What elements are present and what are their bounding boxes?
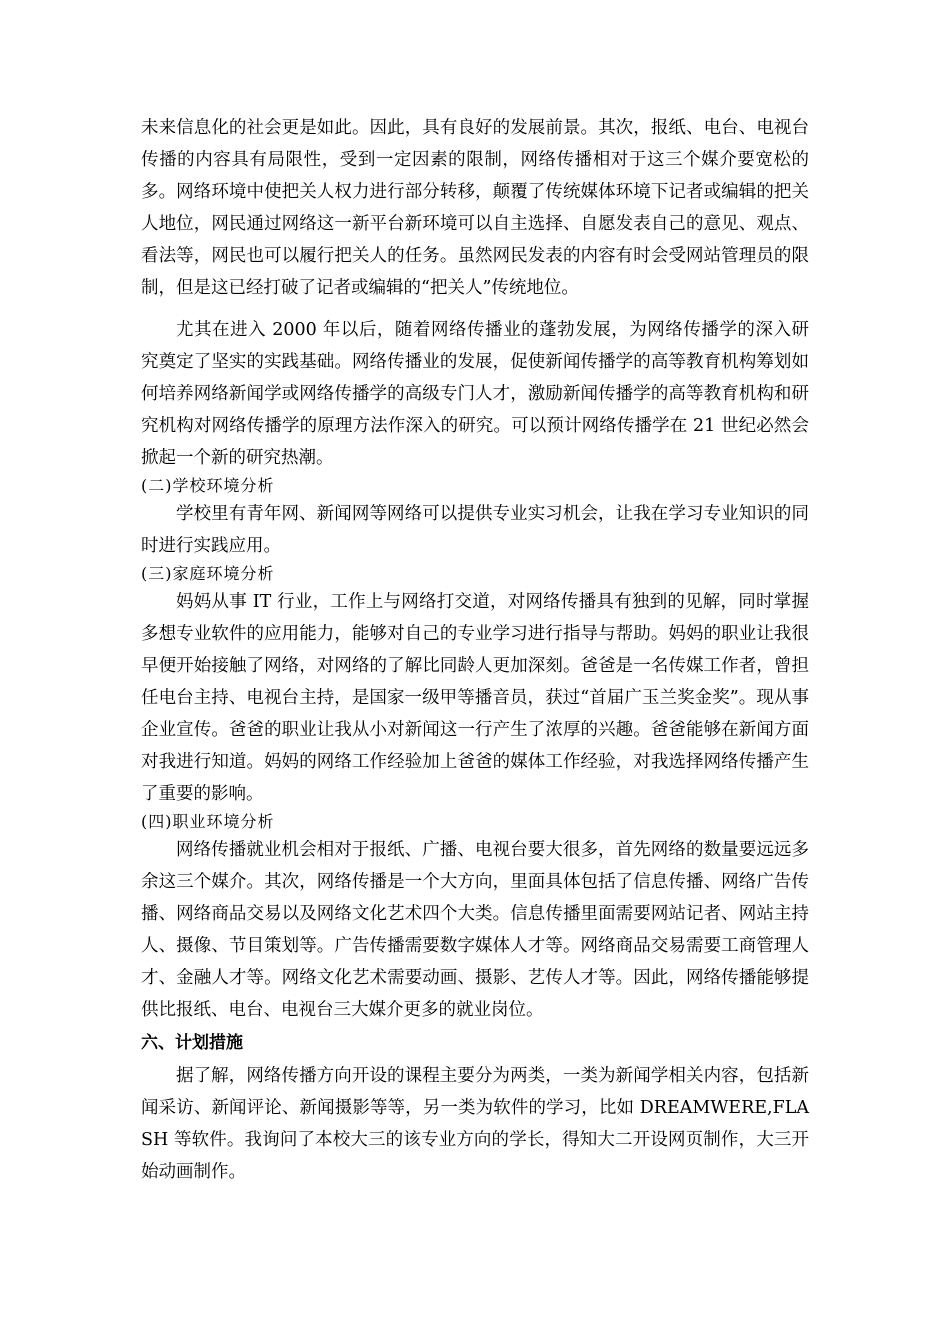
paragraph-school-environment: 学校里有青年网、新闻网等网络可以提供专业实习机会，让我在学习专业知识的同时进行实践应用。 xyxy=(141,504,809,556)
paragraph-plan-measures: 据了解，网络传播方向开设的课程主要分为两类，一类为新闻学相关内容，包括新闻采访、新闻评论、新闻摄影等等，另一类为软件的学习，比如 DREAMWERE,FLASH 等软件。我询问了本校大三的该专业方向的学长，得知大二开设网页制作，大三开始动画制作。 xyxy=(141,1066,809,1182)
paragraph-family-environment: 妈妈从事 IT 行业，工作上与网络打交道，对网络传播具有独到的见解，同时掌握多想专业软件的应用能力，能够对自己的专业学习进行指导与帮助。妈妈的职业让我很早便开始接触了网络，对网络的了解比同龄人更加深刻。爸爸是一名传媒工作者，曾担任电台主持、电视台主持，是国家一级甲等播音员，获过“首届广玉兰奖金奖”。现从事企业宣传。爸爸的职业让我从小对新闻这一行产生了浓厚的兴趣。爸爸能够在新闻方面对我进行知道。妈妈的网络工作经验加上爸爸的媒体工作经验，对我选择网络传播产生了重要的影响。 xyxy=(141,592,809,804)
paragraph-media-comparison: 未来信息化的社会更是如此。因此，具有良好的发展前景。其次，报纸、电台、电视台传播的内容具有局限性，受到一定因素的限制，网络传播相对于这三个媒介要宽松的多。网络环境中使把关人权力进行部分转移，颠覆了传统媒体环境下记者或编辑的把关人地位，网民通过网络这一新平台新环境可以自主选择、自愿发表自己的意见、观点、看法等，网民也可以履行把关人的任务。虽然网民发表的内容有时会受网站管理员的限制，但是这已经打破了记者或编辑的“把关人”传统地位。 xyxy=(141,118,809,298)
paragraph-career-environment: 网络传播就业机会相对于报纸、广播、电视台要大很多，首先网络的数量要远远多余这三个媒介。其次，网络传播是一个大方向，里面具体包括了信息传播、网络广告传播、网络商品交易以及网络文化艺术四个大类。信息传播里面需要网站记者、网站主持人、摄像、节目策划等。广告传播需要数字媒体人才等。网络商品交易需要工商管理人才、金融人才等。网络文化艺术需要动画、摄影、艺传人才等。因此，网络传播能够提供比报纸、电台、电视台三大媒介更多的就业岗位。 xyxy=(141,840,809,1020)
paragraph-industry-development: 尤其在进入 2000 年以后，随着网络传播业的蓬勃发展，为网络传播学的深入研究奠定了坚实的实践基础。网络传播业的发展，促使新闻传播学的高等教育机构筹划如何培养网络新闻学或网络传播学的高级专门人才，激励新闻传播学的高等教育机构和研究机构对网络传播学的原理方法作深入的研究。可以预计网络传播学在 21 世纪必然会掀起一个新的研究热潮。 xyxy=(141,320,809,468)
subheading-career-environment: (四)职业环境分析 xyxy=(141,812,275,831)
subheading-family-environment: (三)家庭环境分析 xyxy=(141,564,275,583)
section-heading-plan-measures: 六、计划措施 xyxy=(141,1033,243,1053)
document-body xyxy=(141,112,809,1188)
subheading-school-environment: (二)学校环境分析 xyxy=(141,476,275,495)
